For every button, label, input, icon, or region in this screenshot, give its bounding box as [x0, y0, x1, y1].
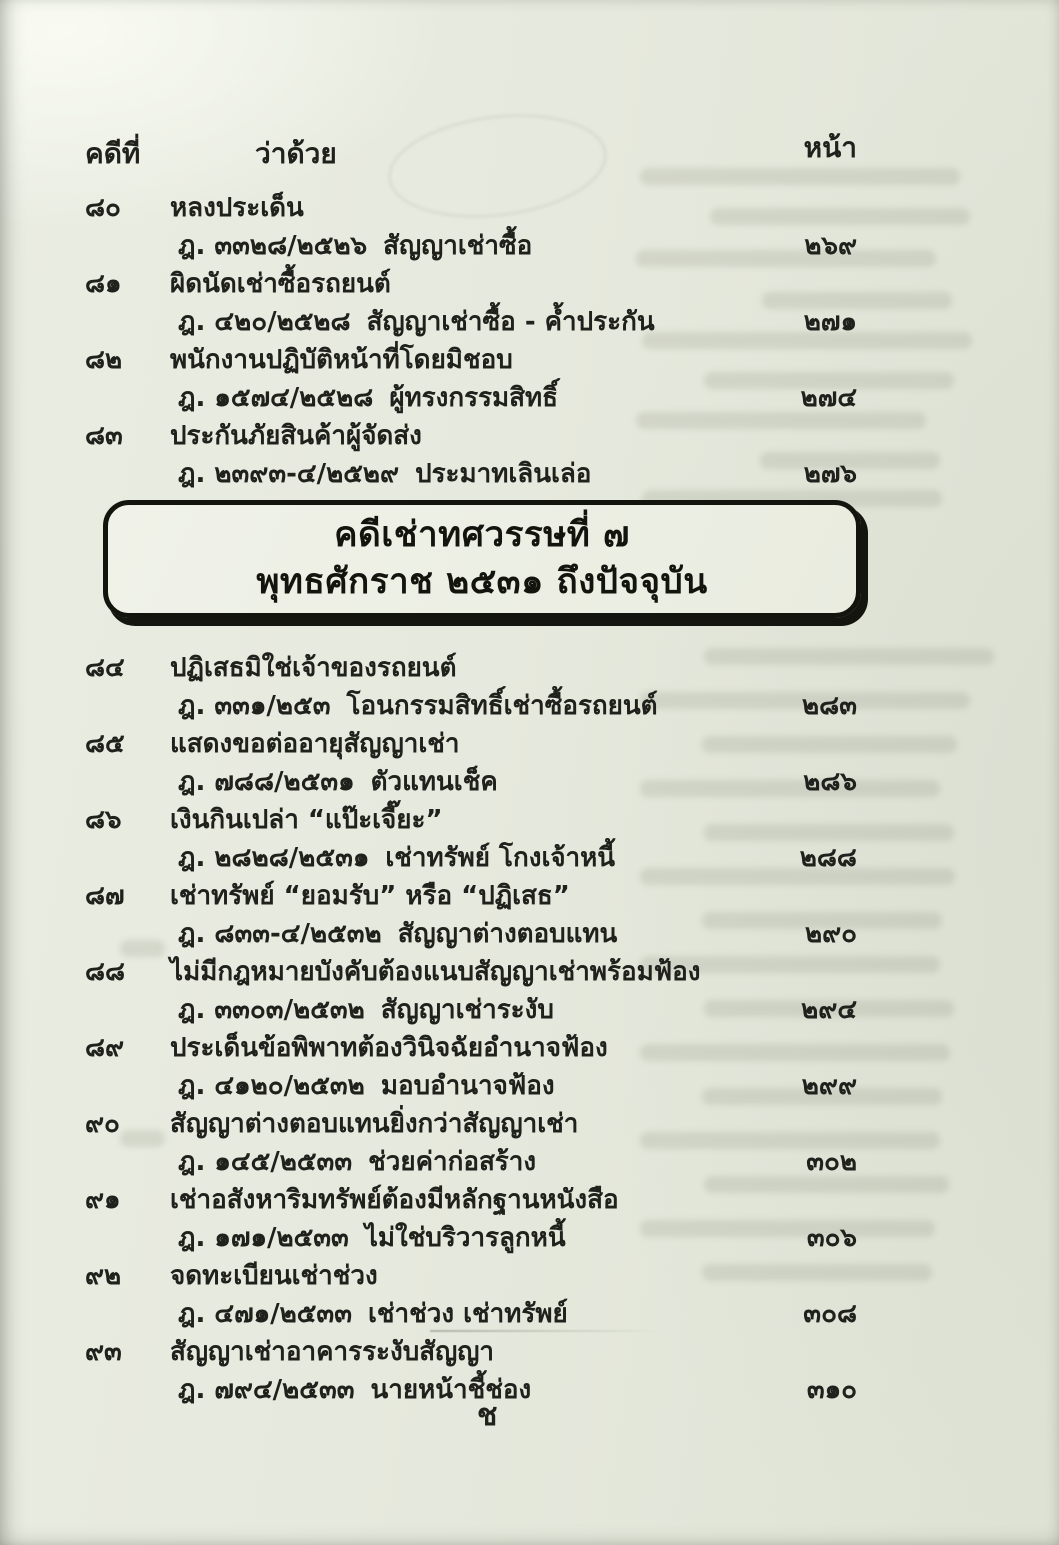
case-citation: ฎ. ๒๓๙๓-๔/๒๕๒๙ — [178, 458, 400, 489]
toc-column-headers — [85, 132, 857, 172]
case-detail — [170, 913, 737, 954]
case-title: ผิดนัดเช่าซื้อรถยนต์ — [170, 268, 391, 299]
case-title: เช่าทรัพย์ “ยอมรับ” หรือ “ปฏิเสธ” — [170, 880, 570, 911]
case-keywords: ผู้ทรงกรรมสิทธิ์ — [389, 382, 559, 413]
case-keywords: เช่าทรัพย์ โกงเจ้าหนี้ — [385, 842, 616, 873]
case-number: ๘๔ — [85, 652, 125, 683]
case-page-number: ๒๗๑ — [803, 306, 857, 337]
case-title: สัญญาเช่าอาคารระงับสัญญา — [170, 1336, 494, 1367]
case-citation: ฎ. ๗๘๘/๒๕๓๑ — [178, 766, 355, 797]
case-number: ๘๘ — [85, 956, 126, 987]
toc-case-row — [85, 1256, 857, 1332]
case-number: ๙๐ — [85, 1108, 120, 1139]
toc-case-row — [85, 264, 857, 340]
case-title: ประเด็นข้อพิพาทต้องวินิจฉัยอำนาจฟ้อง — [170, 1032, 608, 1063]
case-title: จดทะเบียนเช่าช่วง — [170, 1260, 378, 1291]
toc-rows-after-banner — [85, 648, 857, 1408]
case-keywords: นายหน้าชี้ช่อง — [370, 1374, 532, 1405]
case-detail — [170, 1369, 737, 1410]
case-citation: ฎ. ๑๕๗๔/๒๕๒๘ — [178, 382, 374, 413]
case-title: หลงประเด็น — [170, 192, 304, 223]
toc-case-row — [85, 952, 857, 1028]
case-keywords: เช่าช่วง เช่าทรัพย์ — [367, 1298, 568, 1329]
case-number: ๙๓ — [85, 1336, 122, 1367]
case-number: ๘๙ — [85, 1032, 125, 1063]
case-page-number: ๒๙๐ — [804, 918, 857, 949]
page-folio-mark: ช — [477, 1398, 498, 1433]
case-keywords: โอนกรรมสิทธิ์เช่าซื้อรถยนต์ — [346, 690, 658, 721]
case-keywords: สัญญาเช่าระงับ — [380, 994, 554, 1025]
case-citation: ฎ. ๓๓๒๘/๒๕๒๖ — [178, 230, 368, 261]
case-detail — [170, 377, 737, 418]
case-detail — [170, 225, 737, 266]
case-page-number: ๒๘๖ — [803, 766, 857, 797]
toc-case-row — [85, 724, 857, 800]
banner-title-line2: พุทธศักราช ๒๕๓๑ ถึงปัจจุบัน — [256, 562, 708, 602]
case-number: ๙๑ — [85, 1184, 121, 1215]
case-detail — [170, 1293, 737, 1334]
toc-case-row — [85, 648, 857, 724]
case-title: เงินกินเปล่า “แป๊ะเจี๊ยะ” — [170, 804, 443, 835]
toc-case-row — [85, 1028, 857, 1104]
case-detail — [170, 837, 737, 878]
case-citation: ฎ. ๗๙๔/๒๕๓๓ — [178, 1374, 355, 1405]
case-detail — [170, 301, 737, 342]
case-page-number: ๓๑๐ — [806, 1374, 857, 1405]
case-title: แสดงขอต่ออายุสัญญาเช่า — [170, 728, 460, 759]
case-page-number: ๓๐๘ — [803, 1298, 857, 1329]
toc-case-row — [85, 188, 857, 264]
case-page-number: ๒๗๔ — [800, 382, 857, 413]
case-citation: ฎ. ๑๗๑/๒๕๓๓ — [178, 1222, 349, 1253]
case-page-number: ๒๙๔ — [801, 994, 857, 1025]
case-citation: ฎ. ๔๑๒๐/๒๕๓๒ — [178, 1070, 365, 1101]
column-header-subject: ว่าด้วย — [255, 137, 337, 170]
toc-rows-before-banner — [85, 188, 857, 492]
case-title: ไม่มีกฎหมายบังคับต้องแนบสัญญาเช่าพร้อมฟ้อง — [170, 956, 701, 987]
case-citation: ฎ. ๘๓๓-๔/๒๕๓๒ — [178, 918, 382, 949]
toc-case-row — [85, 876, 857, 952]
case-number: ๘๑ — [85, 268, 122, 299]
case-number: ๘๖ — [85, 804, 122, 835]
column-header-page: หน้า — [803, 131, 857, 164]
toc-section-top — [85, 132, 857, 492]
case-keywords: สัญญาต่างตอบแทน — [397, 918, 618, 949]
case-title: พนักงานปฏิบัติหน้าที่โดยมิชอบ — [170, 344, 513, 375]
case-page-number: ๒๙๙ — [801, 1070, 857, 1101]
case-detail — [170, 1217, 737, 1258]
case-page-number: ๓๐๖ — [806, 1222, 857, 1253]
case-number: ๙๒ — [85, 1260, 122, 1291]
case-citation: ฎ. ๔๒๐/๒๕๒๘ — [178, 306, 351, 337]
case-detail — [170, 685, 737, 726]
toc-case-row — [85, 1180, 857, 1256]
column-header-case-no: คดีที่ — [85, 137, 141, 170]
toc-case-row — [85, 1104, 857, 1180]
case-citation: ฎ. ๑๔๕/๒๕๓๓ — [178, 1146, 353, 1177]
case-number: ๘๕ — [85, 728, 125, 759]
case-number: ๘๒ — [85, 344, 123, 375]
toc-case-row — [85, 340, 857, 416]
case-citation: ฎ. ๔๗๑/๒๕๓๓ — [178, 1298, 352, 1329]
case-keywords: ตัวแทนเช็ค — [370, 766, 498, 797]
case-page-number: ๓๐๒ — [806, 1146, 857, 1177]
case-citation: ฎ. ๒๘๒๘/๒๕๓๑ — [178, 842, 370, 873]
case-title: ประกันภัยสินค้าผู้จัดส่ง — [170, 420, 422, 451]
case-citation: ฎ. ๓๓๑/๒๕๓ — [178, 690, 331, 721]
case-detail — [170, 761, 737, 802]
case-title: สัญญาต่างตอบแทนยิ่งกว่าสัญญาเช่า — [170, 1108, 579, 1139]
case-page-number: ๒๗๖ — [803, 458, 857, 489]
case-title: ปฏิเสธมิใช่เจ้าของรถยนต์ — [170, 652, 457, 683]
section-banner-box — [103, 500, 861, 618]
case-page-number: ๒๖๙ — [804, 230, 857, 261]
case-keywords: มอบอำนาจฟ้อง — [380, 1070, 555, 1101]
case-detail — [170, 453, 737, 494]
toc-case-row — [85, 416, 857, 492]
case-keywords: ไม่ใช่บริวารลูกหนี้ — [364, 1222, 566, 1253]
toc-case-row — [85, 800, 857, 876]
case-keywords: สัญญาเช่าซื้อ - ค้ำประกัน — [366, 306, 655, 337]
case-citation: ฎ. ๓๓๐๓/๒๕๓๒ — [178, 994, 365, 1025]
case-detail — [170, 989, 737, 1030]
case-detail — [170, 1141, 737, 1182]
toc-case-row — [85, 1332, 857, 1408]
case-keywords: ประมาทเลินเล่อ — [415, 458, 592, 489]
case-page-number: ๒๘๘ — [799, 842, 857, 873]
case-keywords: สัญญาเช่าซื้อ — [383, 230, 533, 261]
case-number: ๘๗ — [85, 880, 125, 911]
case-number: ๘๐ — [85, 192, 121, 223]
case-number: ๘๓ — [85, 420, 123, 451]
banner-title-line1: คดีเช่าทศวรรษที่ ๗ — [334, 514, 630, 555]
case-detail — [170, 1065, 737, 1106]
case-title: เช่าอสังหาริมทรัพย์ต้องมีหลักฐานหนังสือ — [170, 1184, 619, 1215]
toc-section-bottom — [85, 648, 857, 1408]
case-keywords: ช่วยค่าก่อสร้าง — [368, 1146, 537, 1177]
case-page-number: ๒๘๓ — [802, 690, 857, 721]
